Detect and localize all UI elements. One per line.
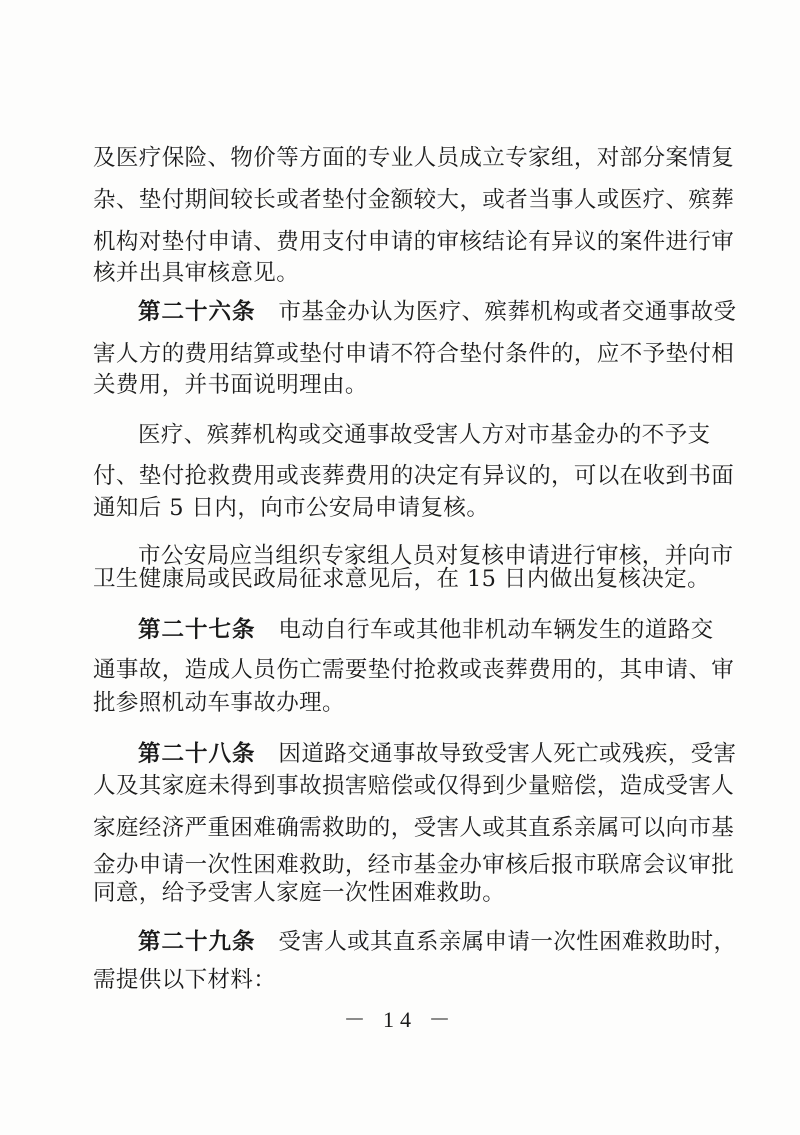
text-line: 批参照机动车事故办理。 (93, 690, 345, 716)
text-line: 付、垫付抢救费用或丧葬费用的决定有异议的，可以在收到书面 (93, 463, 735, 489)
text-line: 害人方的费用结算或垫付申请不符合垫付条件的，应不予垫付相 (93, 341, 735, 367)
article-27-heading: 第二十七条 (138, 617, 256, 643)
text-line: 同意，给予受害人家庭一次性困难救助。 (93, 880, 506, 906)
text-line: 医疗、殡葬机构或交通事故受害人方对市基金办的不予支 (138, 422, 711, 448)
article-26-paragraph (138, 297, 737, 327)
article-28-text: 因道路交通事故导致受害人死亡或残疾，受害 (278, 741, 737, 767)
text-line: 通知后 5 日内，向市公安局申请复核。 (93, 495, 490, 521)
article-27-text: 电动自行车或其他非机动车辆发生的道路交 (278, 617, 714, 643)
text-line: 人及其家庭未得到事故损害赔偿或仅得到少量赔偿，造成受害人 (93, 773, 735, 799)
article-26-text: 市基金办认为医疗、殡葬机构或者交通事故受 (278, 299, 737, 325)
page-number: － 14 － (343, 1007, 457, 1032)
article-28-heading: 第二十八条 (138, 741, 256, 767)
text-line: 需提供以下材料： (93, 967, 277, 993)
text-line: 杂、垫付期间较长或者垫付金额较大，或者当事人或医疗、殡葬 (93, 187, 735, 213)
text-line: 市公安局应当组织专家组人员对复核申请进行审核，并向市 (138, 543, 734, 569)
text-line: 核并出具审核意见。 (93, 260, 300, 286)
article-28-paragraph (138, 739, 737, 769)
text-line: 家庭经济严重困难确需救助的，受害人或其直系亲属可以向市基 (93, 815, 735, 841)
text-line: 卫生健康局或民政局征求意见后，在 15 日内做出复核决定。 (93, 566, 711, 592)
text-line: 关费用，并书面说明理由。 (93, 372, 368, 398)
text-line: 金办申请一次性困难救助，经市基金办审核后报市联席会议审批 (93, 852, 735, 878)
text-line: 通事故，造成人员伤亡需要垫付抢救或丧葬费用的，其申请、审 (93, 657, 735, 683)
text-line: 机构对垫付申请、费用支付申请的审核结论有异议的案件进行审 (93, 229, 735, 255)
text-line: 及医疗保险、物价等方面的专业人员成立专家组，对部分案情复 (93, 145, 735, 171)
article-29-heading: 第二十九条 (138, 929, 256, 955)
article-27-paragraph (138, 615, 713, 645)
article-29-paragraph (138, 927, 737, 957)
article-26-heading: 第二十六条 (138, 299, 256, 325)
article-29-text: 受害人或其直系亲属申请一次性困难救助时， (278, 929, 737, 955)
